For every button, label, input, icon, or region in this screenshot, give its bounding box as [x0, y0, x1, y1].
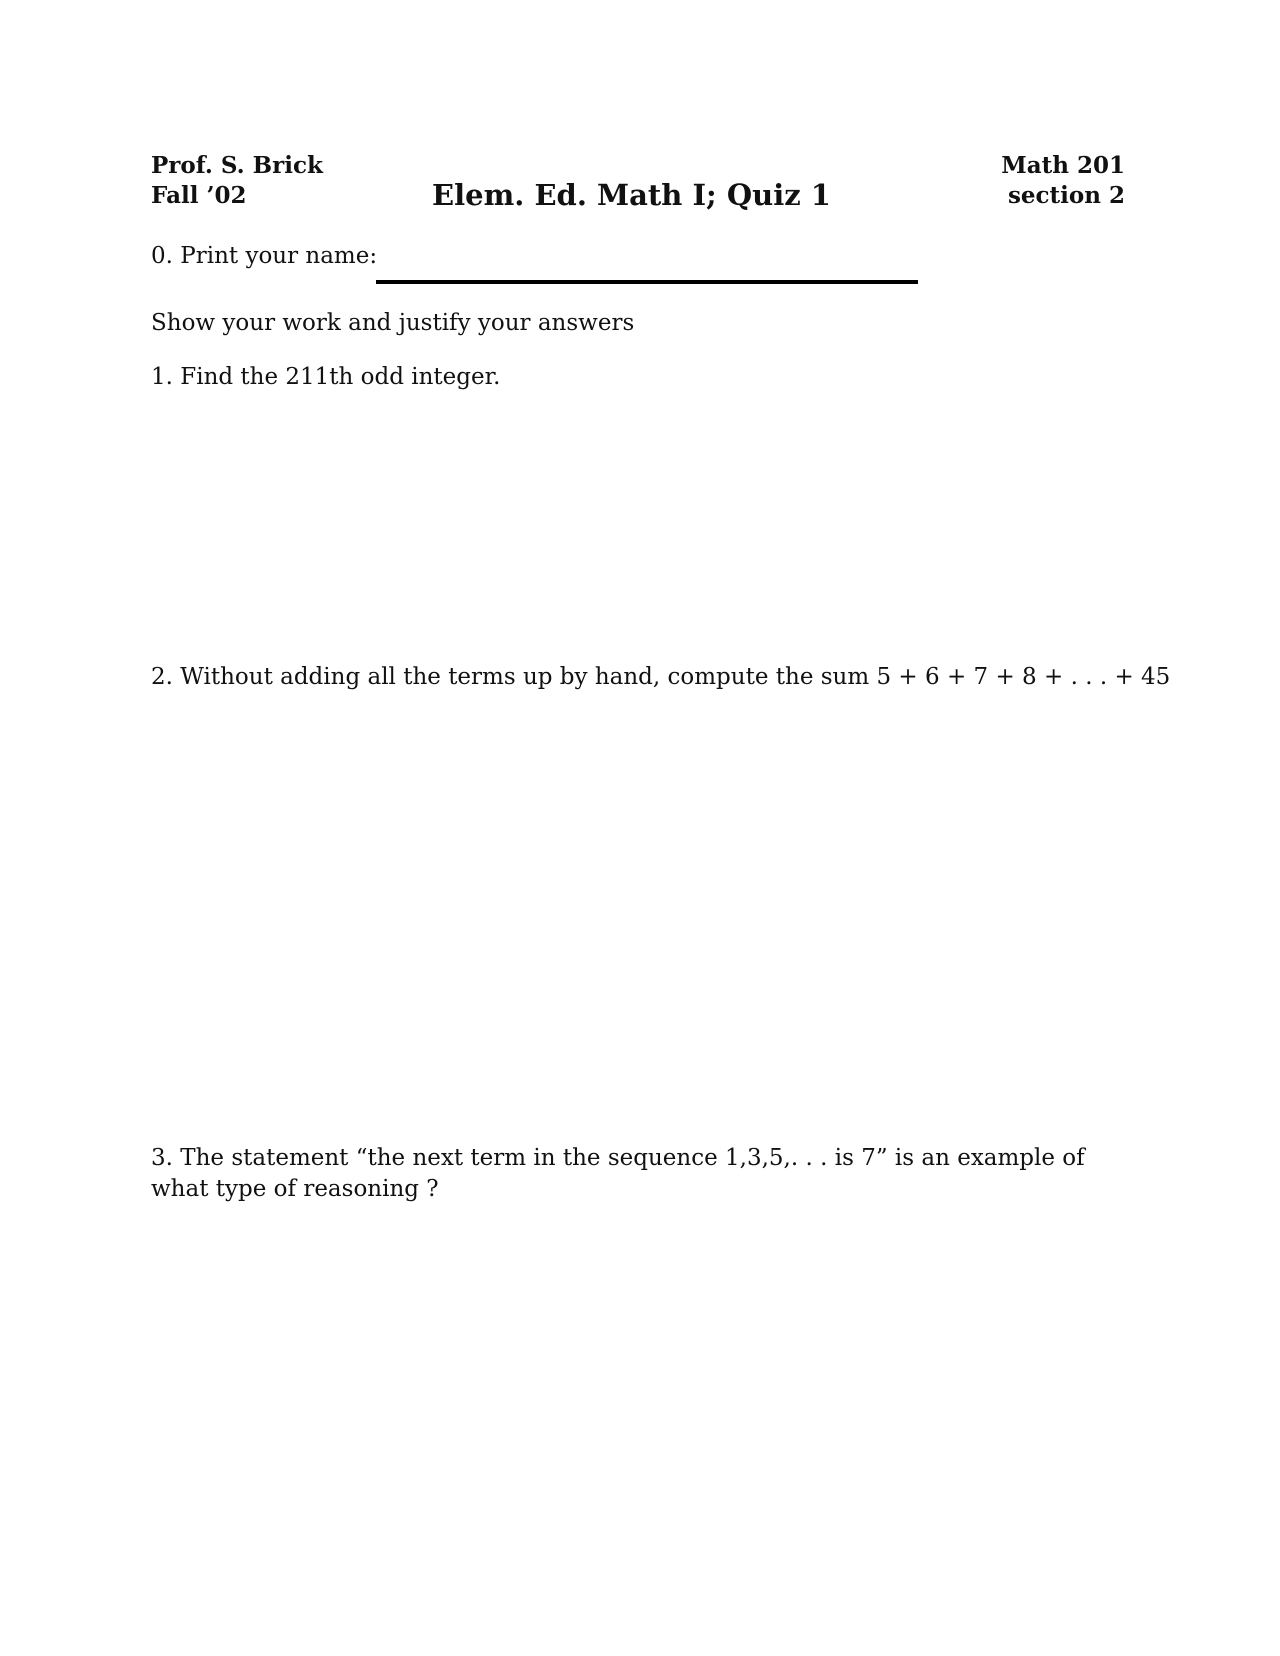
question-1: 1. Find the 211th odd integer. [151, 364, 501, 390]
term-label: Fall ’02 [151, 182, 247, 209]
course-number: Math 201 [1001, 152, 1125, 179]
instructions-text: Show your work and justify your answers [151, 310, 635, 336]
name-answer-line[interactable] [376, 280, 918, 284]
quiz-title: Elem. Ed. Math I; Quiz 1 [432, 178, 831, 212]
instructor-name: Prof. S. Brick [151, 152, 323, 179]
name-prompt: 0. Print your name: [151, 243, 378, 269]
question-2: 2. Without adding all the terms up by hand, compute the sum 5 + 6 + 7 + 8 + . . . + 45 [151, 664, 1171, 690]
question-3: 3. The statement “the next term in the sequence 1,3,5,. . . is 7” is an example of what type of reasoning ? [151, 1145, 1085, 1202]
section-label: section 2 [1007, 182, 1125, 209]
